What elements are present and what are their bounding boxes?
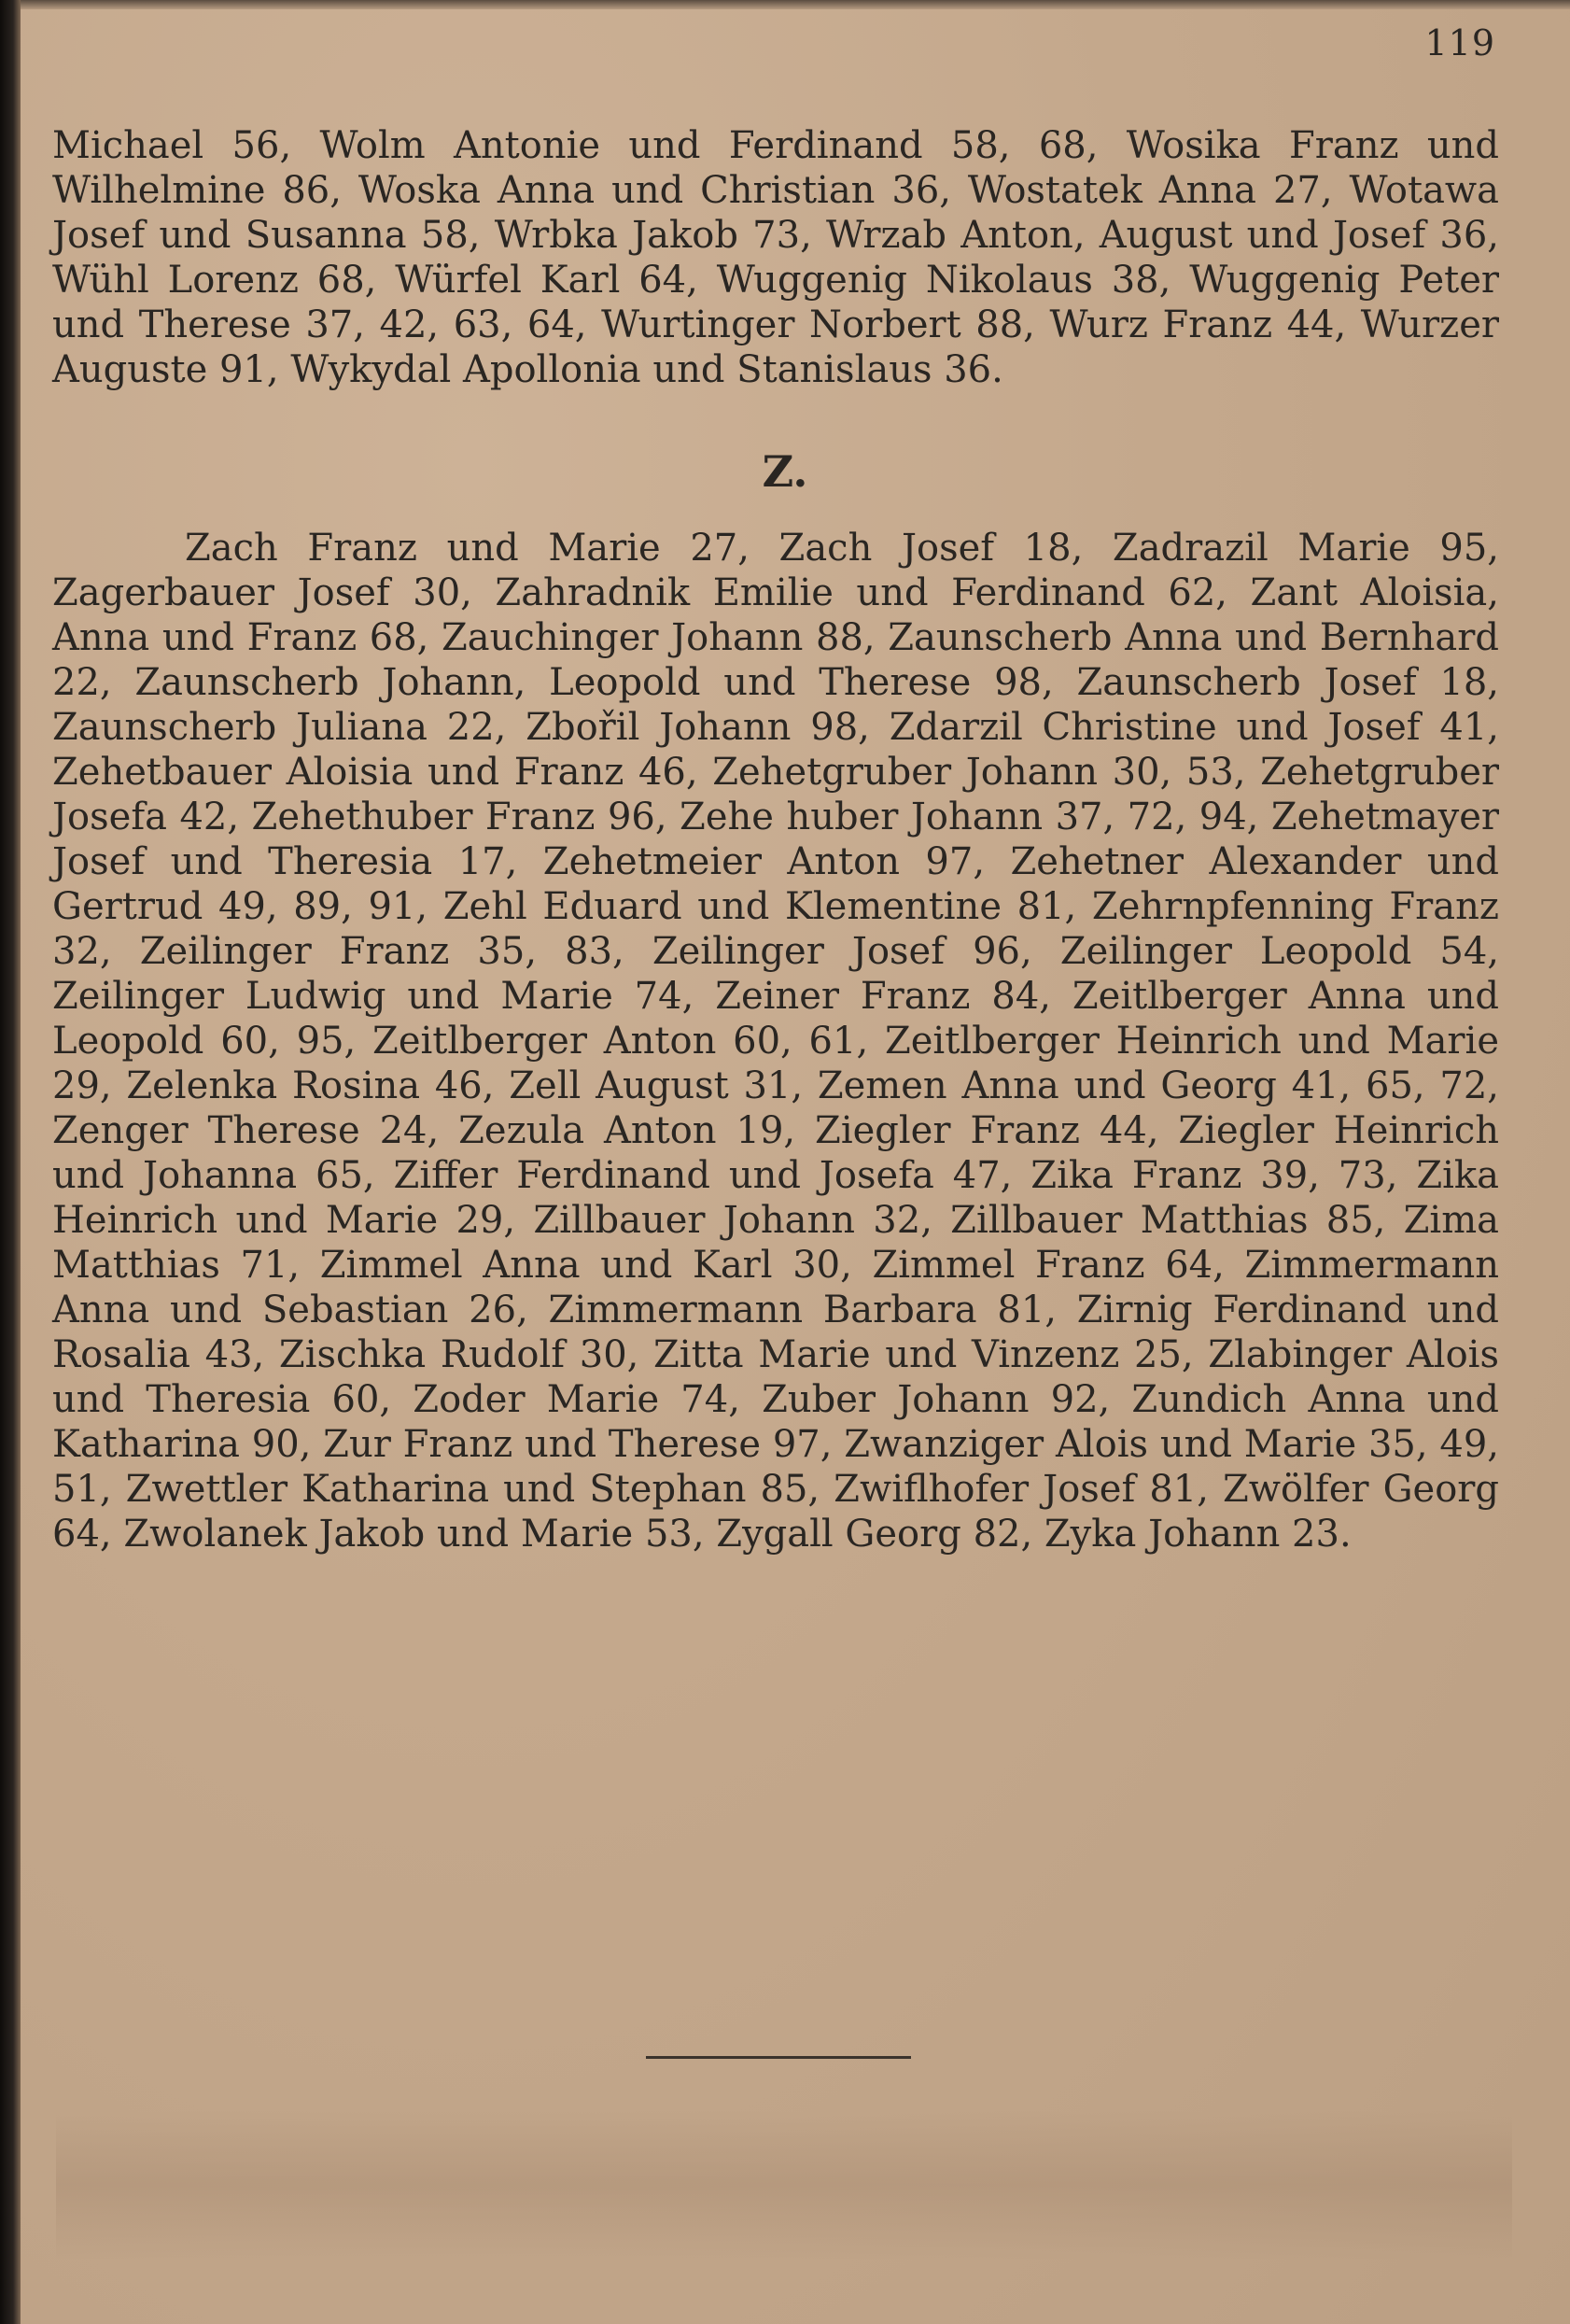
index-paragraph-w: Michael 56, Wolm Antonie und Ferdinand 58, 68, Wosika Franz und Wilhelmine 86, Woska Anna und Christian 36, Wostatek Anna 27, Wotawa Josef und Susanna 58, Wrbka Jakob 73, Wrzab Anton, August und Josef 36, Wühl Lorenz 68, Würfel Karl 64, Wuggenig Nikolaus 38, Wuggenig Peter und Therese 37, 42, 63, 64, Wurtinger Norbert 88, Wurz Franz 44, Wurzer Auguste 91, Wykydal Apollonia und Stanislaus 36.: [52, 124, 1499, 391]
end-rule-divider: [646, 2056, 911, 2059]
index-z-block: [52, 526, 1499, 1556]
index-paragraph-z: Zach Franz und Marie 27, Zach Josef 18, Zadrazil Marie 95, Zagerbauer Josef 30, Zahradnik Emilie und Ferdinand 62, Zant Aloisia, Anna und Franz 68, Zauchinger Johann 88, Zaunscherb Anna und Bernhard 22, Zaunscherb Johann, Leopold und Therese 98, Zaunscherb Josef 18, Zaunscherb Juliana 22, Zbořil Johann 98, Zdarzil Christine und Josef 41, Zehetbauer Aloisia und Franz 46, Zehetgruber Johann 30, 53, Zehetgruber Josefa 42, Zehethuber Franz 96, Zehe huber Johann 37, 72, 94, Zehetmayer Josef und Theresia 17, Zehetmeier Anton 97, Zehetner Alexander und Gertrud 49, 89, 91, Zehl Eduard und Klementine 81, Zehrnpfenning Franz 32, Zeilinger Franz 35, 83, Zeilinger Josef 96, Zeilinger Leopold 54, Zeilinger Ludwig und Marie 74, Zeiner Franz 84, Zeitlberger Anna und Leopold 60, 95, Zeitlberger Anton 60, 61, Zeitlberger Heinrich und Marie 29, Zelenka Rosina 46, Zell August 31, Zemen Anna und Georg 41, 65, 72, Zenger Therese 24, Zezula Anton 19, Ziegler Franz 44, Ziegler Heinrich und Johanna 65, Ziffer Ferdinand und Josefa 47, Zika Franz 39, 73, Zika Heinrich und Marie 29, Zillbauer Johann 32, Zillbauer Matthias 85, Zima Matthias 71, Zimmel Anna und Karl 30, Zimmel Franz 64, Zimmermann Anna und Sebastian 26, Zimmermann Barbara 81, Zirnig Ferdinand und Rosalia 43, Zischka Rudolf 30, Zitta Marie und Vinzenz 25, Zlabinger Alois und Theresia 60, Zoder Marie 74, Zuber Johann 92, Zundich Anna und Katharina 90, Zur Franz und Therese 97, Zwanziger Alois und Marie 35, 49, 51, Zwettler Katharina und Stephan 85, Zwiflhofer Josef 81, Zwölfer Georg 64, Zwolanek Jakob und Marie 53, Zygall Georg 82, Zyka Johann 23.: [52, 527, 1499, 1556]
book-binding-edge: [0, 0, 21, 2324]
section-heading-z: Z.: [762, 446, 808, 497]
page-number: 119: [1424, 22, 1495, 63]
paper-stain: [56, 2110, 1512, 2260]
index-continued-block: [52, 123, 1499, 392]
page-top-edge: [21, 0, 1570, 9]
